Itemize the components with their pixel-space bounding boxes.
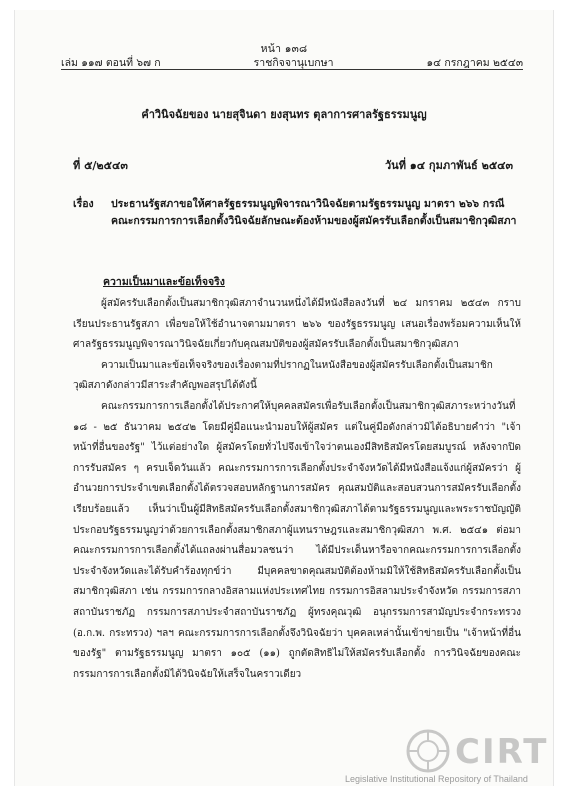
document-date: วันที่ ๑๔ กุมภาพันธ์ ๒๕๔๓ [385, 159, 513, 172]
section-heading: ความเป็นมาและข้อเท็จจริง [103, 276, 225, 288]
subject-label: เรื่อง [73, 198, 94, 210]
page-number: หน้า ๑๓๘ [260, 43, 308, 55]
document-number: ที่ ๕/๒๕๔๓ [73, 159, 128, 172]
header-divider [61, 69, 523, 70]
subject-line-1: ประธานรัฐสภาขอให้ศาลรัฐธรรมนูญพิจารณาวินิจฉัยตามรัฐธรรมนูญ มาตรา ๒๖๖ กรณี [111, 198, 505, 210]
volume-info: เล่ม ๑๑๗ ตอนที่ ๖๗ ก [61, 57, 161, 69]
paragraph: คณะกรรมการการเลือกตั้งได้ประกาศให้บุคคลสมัครเพื่อรับเลือกตั้งเป็นสมาชิกวุฒิสภาระหว่างวันที่ ๑๘ - ๒๕ ธันวาคม ๒๕๔๒ โดยมีคู่มือแนะนำมอบให้ผู้สมัคร แต่ในคู่มือดังกล่าวมิได้อธิบายคำว่า "เจ้าหน้าที่อื่นของรัฐ" ไว้แต่อย่างใด ผู้สมัครโดยทั่วไปจึงเข้าใจว่าตนเองมีสิทธิสมัครโดยสมบูรณ์ หลังจากปิดการรับสมัคร ๆ ครบเจ็ดวันแล้ว คณะกรรมการการเลือกตั้งประจำจังหวัดได้มีหนังสือแจ้งแก่ผู้สมัครว่า ผู้อำนวยการประจำเขตเลือกตั้งได้ตรวจสอบหลักฐานการสมัคร คุณสมบัติและสอบสวนการสมัครรับเลือกตั้งเรียบร้อยแล้ว เห็นว่าเป็นผู้มีสิทธิสมัครรับเลือกตั้งสมาชิกวุฒิสภาได้ตามรัฐธรรมนูญและพระราชบัญญัติประกอบรัฐธรรมนูญว่าด้วยการเลือกตั้งสมาชิกสภาผู้แทนราษฎรและสมาชิกวุฒิสภา พ.ศ. ๒๕๔๑ ต่อมาคณะกรรมการการเลือกตั้งได้แถลงผ่านสื่อมวลชนว่า ได้มีประเด็นหารือจากคณะกรรมการการเลือกตั้งประจำจังหวัดและได้รับคำร้องทุกข์ว่า มีบุคคลขาดคุณสมบัติต้องห้ามมิให้ใช้สิทธิสมัครรับเลือกตั้งเป็นสมาชิกวุฒิสภา เช่น กรรมการกลางอิสลามแห่งประเทศไทย กรรมการอิสลามประจำจังหวัด กรรมการสภาสถาบันราชภัฏ กรรมการสภาประจำสถาบันราชภัฏ ผู้ทรงคุณวุฒิ อนุกรรมการสามัญประจำกระทรวง (อ.ก.พ. กระทรวง) ฯลฯ คณะกรรมการการเลือกตั้งจึงวินิจฉัยว่า บุคคลเหล่านั้นเข้าข่ายเป็น "เจ้าหน้าที่อื่นของรัฐ" ตามรัฐธรรมนูญ มาตรา ๑๐๕ (๑๑) ถูกตัดสิทธิไม่ให้สมัครรับเลือกตั้ง การวินิจฉัยของคณะกรรมการการเลือกตั้งมิได้วินิจฉัยให้เสร็จในคราวเดียว [73, 400, 521, 680]
publication-date: ๑๔ กรกฎาคม ๒๕๔๓ [426, 57, 523, 69]
repository-logo-icon [405, 728, 451, 774]
document-title: คำวินิจฉัยของ นายสุจินดา ยงสุนทร ตุลาการศาลรัฐธรรมนูญ [141, 108, 427, 121]
paragraph: ความเป็นมาและข้อเท็จจริงของเรื่องตามที่ปรากฏในหนังสือของผู้สมัครรับเลือกตั้งเป็นสมาชิกวุฒิสภาดังกล่าวมีสาระสำคัญพอสรุปได้ดังนี้ [73, 359, 493, 392]
document-page [14, 10, 554, 786]
body-text [73, 294, 521, 685]
subject-line-2: คณะกรรมการการเลือกตั้งวินิจฉัยลักษณะต้องห้ามของผู้สมัครรับเลือกตั้งเป็นสมาชิกวุฒิสภา [111, 215, 517, 227]
paragraph: ผู้สมัครรับเลือกตั้งเป็นสมาชิกวุฒิสภาจำนวนหนึ่งได้มีหนังสือลงวันที่ ๒๔ มกราคม ๒๕๔๓ กราบเรียนประธานรัฐสภา เพื่อขอให้ใช้อำนาจตามมาตรา ๒๖๖ ของรัฐธรรมนูญ เสนอเรื่องพร้อมความเห็นให้ศาลรัฐธรรมนูญพิจารณาวินิจฉัยเกี่ยวกับคุณสมบัติของผู้สมัครรับเลือกตั้งเป็นสมาชิกวุฒิสภา [73, 298, 521, 351]
watermark-logo-text: CIRT [455, 732, 549, 772]
watermark-subtitle: Legislative Institutional Repository of Thailand [345, 774, 528, 784]
publication-name: ราชกิจจานุเบกษา [253, 57, 334, 69]
subject-block [73, 196, 517, 230]
